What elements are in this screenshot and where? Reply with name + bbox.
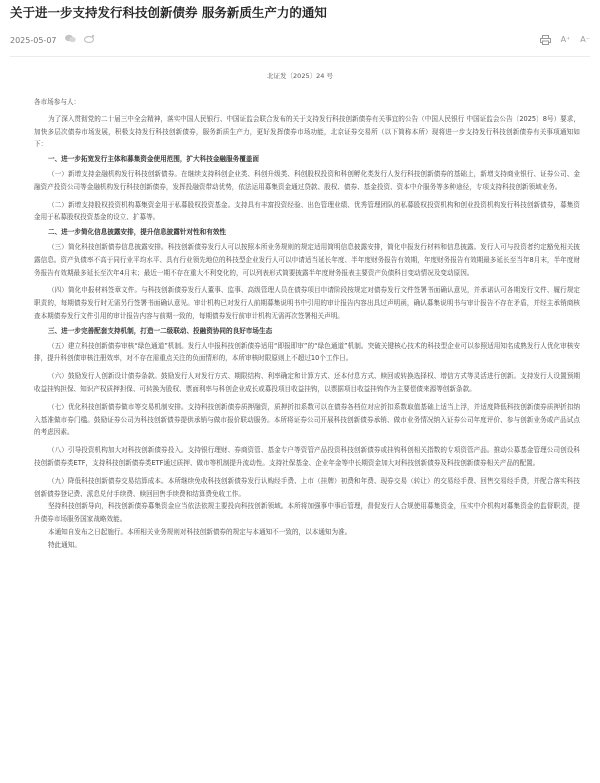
article-body bbox=[34, 96, 580, 552]
header-divider bbox=[10, 56, 590, 57]
wechat-share-icon[interactable] bbox=[65, 34, 76, 47]
body-paragraph: （六）鼓励发行人创新设计债券条款。鼓励发行人对发行方式、期限结构、利率确定和计算方式、还本付息方式、赎回或转换选择权、增信方式等灵活进行创新。支持发行人设置预期收益挂钩担保、知识产权质押担保、可转换为股权、票面利率与科创企业成长或募投项目收益挂钩，以票据项目收益挂钩作为主要偿债来源等创新条款。 bbox=[34, 372, 580, 393]
body-paragraph: （四）简化申报材料签章文件。与科技创新债券发行人董事、监事、高级管理人员在债券项目申请阶段按规定对债券发行文件签署书面确认意见，并承诺认可各期发行文件、履行规定职责的，每期债券发行时无需另行签署书面确认意见。审计机构已对发行人前期募集说明书中引用的审计报告内容出具过声明函，确认募集说明书与审计报告不存在矛盾，并经主承销商核查本期债券发行文件引用的审计报告内容与前期一致的，每期债券发行前审计机构无需再次签署相关声明。 bbox=[34, 286, 580, 320]
article-tools bbox=[530, 34, 590, 46]
closing-line: 特此通知。 bbox=[48, 540, 81, 549]
section-heading: 一、进一步拓宽发行主体和募集资金使用范围，扩大科技金融服务覆盖面 bbox=[48, 155, 259, 164]
body-paragraph: （三）简化科技创新债券信息披露安排。科技创新债券发行人可以按照本所业务规则的规定适用简明信息披露安排，简化申报发行材料和信息披露。发行人可与投资者约定豁免相关披露信息。资产负债率不高于同行业平均水平、具有行业领先地位的科技型企业发行人可以申请适当延长年度、半年度财务报告有效期，年度财务报告有效期最多延长至当年8月末，半年度财务报告有效期最多延长至次年4月末；最近一期不存在重大不利变化的，可以列表形式简要披露半年度财务报表主要资产负债科目变动情况及变动原因。 bbox=[34, 242, 580, 277]
body-paragraph: （七）优化科技创新债券做市等交易机制安排。支持科技创新债券质押融资，质押折扣系数可以在债券各档位对应折扣系数取值基础上适当上浮，并适度降低科技创新债券质押折扣纳入基准做市券门槛。鼓励证券公司为科技创新债券提供承销与做市报价联动服务。本所将证券公司开展科技创新债券承销、做市业务情况纳入证券公司年度评价、参与创新业务或产品试点的考虑因素。 bbox=[34, 402, 580, 437]
article-title: 关于进一步支持发行科技创新债券 服务新质生产力的通知 bbox=[10, 5, 327, 20]
weibo-share-icon[interactable] bbox=[84, 34, 95, 47]
print-icon[interactable] bbox=[540, 35, 551, 45]
body-paragraph: 本通知自发布之日起施行。本所相关业务规则对科技创新债券的规定与本通知不一致的，以本通知为准。 bbox=[48, 527, 352, 536]
salutation: 各市场参与人： bbox=[34, 98, 81, 106]
body-paragraph: 坚持科技创新导向，科技创新债券募集资金应当依法依规主要投向科技创新领域。本所将加强事中事后管理，督促发行人合规使用募集资金，压实中介机构对募集资金的监督职责，提升债券市场服务国家战略效能。 bbox=[34, 502, 580, 524]
body-paragraph: （五）建立科技创新债券审核“绿色通道”机制。发行人申报科技创新债券适用“即报即审”的“绿色通道”机制。突破关键核心技术的科技型企业可以参照适用知名成熟发行人优化审核安排，提升科创债审核注册效率，对不存在需重点关注的负面情形的，本所审核时限原则上不超过10个工作日。 bbox=[34, 341, 580, 363]
font-increase-button[interactable]: A⁺ bbox=[560, 35, 571, 44]
article-meta-bar bbox=[10, 30, 590, 50]
body-paragraph: （一）新增支持金融机构发行科技创新债券。在继续支持科创企业类、科创升级类、科创股权投资和科创孵化类发行人发行科技创新债券的基础上，新增支持商业银行、证券公司、金融资产投资公司等金融机构发行科技创新债券，发挥投融资带动优势，依法运用募集资金通过贷款、股权、债券、基金投资、资本中介服务等多种途径，专项支持科技创新领域业务。 bbox=[34, 169, 580, 191]
publish-date: 2025-05-07 bbox=[10, 35, 57, 45]
body-paragraph: （九）降低科技创新债券交易结算成本。本所继续免收科技创新债券发行认购经手费、上市（挂牌）初费和年费、现券交易（转让）的交易经手费、回售交易经手费，并配合落实科技创新债券登记费、派息兑付手续费、赎回回售手续费和结算费免收工作。 bbox=[34, 476, 580, 498]
font-decrease-button[interactable]: A⁻ bbox=[580, 35, 590, 44]
document-number: 北证发〔2025〕24 号 bbox=[267, 72, 333, 80]
body-paragraph: 为了深入贯彻党的二十届三中全会精神，落实中国人民银行、中国证监会联合发布的关于支持发行科技创新债券有关事宜的公告（中国人民银行 中国证监会公告〔2025〕8号）要求，加快多层次债券市场发展，积极支持发行科技创新债券，服务新质生产力，更好发挥债券市场功能，北京证券交易所（以下简称本所）现将进一步支持发行科技创新债券有关事项通知如下： bbox=[34, 114, 580, 149]
section-heading: 二、进一步简化信息披露安排，提升信息披露针对性和有效性 bbox=[48, 228, 227, 237]
body-paragraph: （二）新增支持股权投资机构募集资金用于私募股权投资基金。支持具有丰富投资经验、出色管理业绩、优秀管理团队的私募股权投资机构和创业投资机构发行科技创新债券，募集资金用于私募股权投资基金的设立、扩募等。 bbox=[34, 200, 580, 222]
body-paragraph: （八）引导投资机构加大对科技创新债券投入。支持银行理财、券商资管、基金专户等资管产品投资科技创新债券或挂钩科创相关指数的专项资管产品。推动公募基金管理公司创设科技创新债券类ETF，支持科技创新债券类ETF通过质押、做市等机制提升流动性。支持社保基金、企业年金等中长期资金加大对科技创新债券及科技创新债券相关产品的配置。 bbox=[34, 446, 580, 467]
section-heading: 三、进一步完善配套支持机制，打造一二级联动、投融资协同的良好市场生态 bbox=[48, 326, 273, 335]
